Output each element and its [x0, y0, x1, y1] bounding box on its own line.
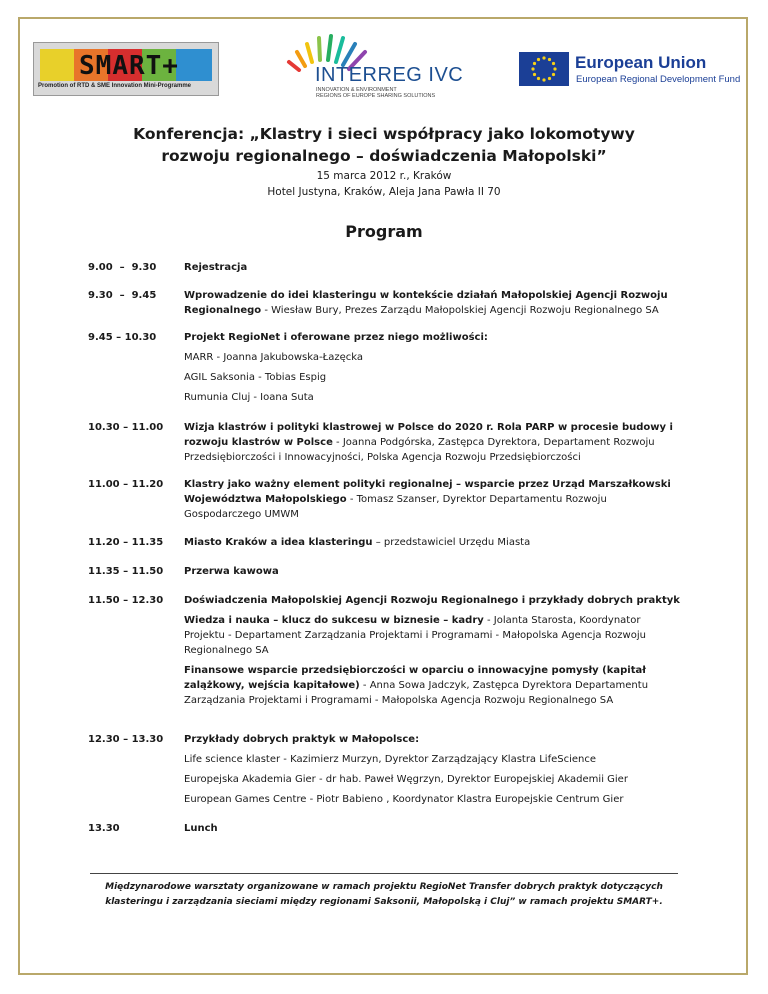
eu-flag-icon [519, 52, 569, 86]
interreg-subtitle: INNOVATION & ENVIRONMENT REGIONS OF EUROPE SHARING SOLUTIONS [316, 87, 436, 99]
agenda-speaker: European Games Centre - Piotr Babieno , Koordynator Klastra Europejskie Centrum Gier [184, 794, 624, 805]
agenda-time: 13.30 [88, 823, 120, 834]
conference-date: 15 marca 2012 r., Kraków [316, 170, 452, 182]
agenda-time: 9.45 – 10.30 [88, 332, 157, 343]
agenda-description: Wizja klastrów i polityki klastrowej w Polsce do 2020 r. Rola PARP w procesie budowy i rozwoju klastrów w Polsce - Joanna Podgórska, Zastępca Dyrektora, Departament Rozwoju Przedsiębiorczości i Innowacyjności, Polska Agencja Rozwoju Przedsiębiorczości [184, 422, 673, 463]
smart-logo-word: SMART+ [79, 51, 179, 81]
agenda-description: Przykłady dobrych praktyk w Małopolsce: Life science klaster - Kazimierz Murzyn, Dyrektor Zarządzający Klastra LifeScience Europejska Akademia Gier - dr hab. Paweł Węgrzyn, Dyrektor Europejskiej Akademii Gier European Games Centre - Piotr Babieno , Koordynator Klastra Europejskie Centrum Gier [184, 732, 684, 807]
eu-logo [519, 52, 741, 88]
agenda-time: 11.20 – 11.35 [88, 537, 164, 548]
eu-logo-title: European Union [575, 53, 707, 72]
footer-divider [90, 873, 678, 874]
agenda-description: Klastry jako ważny element polityki regionalnej – wsparcie przez Urząd Marszałkowski Województwa Małopolskiego - Tomasz Szanser, Dyrektor Departamentu Rozwoju Gospodarczego UMWM [184, 479, 671, 520]
conference-venue: Hotel Justyna, Kraków, Aleja Jana Pawła II 70 [267, 186, 501, 198]
agenda-speaker: AGIL Saksonia - Tobias Espig [184, 372, 327, 383]
agenda-description: Rejestracja [184, 262, 248, 273]
agenda-subtopic: Wiedza i nauka – klucz do sukcesu w biznesie – kadry - Jolanta Starosta, Koordynator Projektu - Departament Zarządzania Projektami i Programami - Małopolska Agencja Rozwoju Regionalnego SA [184, 615, 646, 656]
smart-logo-tagline: Promotion of RTD & SME Innovation Mini-Programme [38, 83, 191, 89]
agenda-description: Przerwa kawowa [184, 566, 279, 577]
agenda-speaker: Europejska Akademia Gier - dr hab. Paweł Węgrzyn, Dyrektor Europejskiej Akademii Gier [184, 774, 628, 785]
agenda-speaker: Life science klaster - Kazimierz Murzyn, Dyrektor Zarządzający Klastra LifeScience [184, 754, 597, 765]
eu-logo-subtitle: European Regional Development Fund [576, 74, 741, 85]
agenda-time: 11.50 – 12.30 [88, 595, 164, 606]
agenda-time: 9.30 – 9.45 [88, 290, 157, 301]
agenda-time: 11.00 – 11.20 [88, 479, 164, 490]
agenda-time: 9.00 – 9.30 [88, 262, 157, 273]
agenda-description: Wprowadzenie do idei klasteringu w kontekście działań Małopolskiej Agencji Rozwoju Regionalnego - Wiesław Bury, Prezes Zarządu Małopolskiej Agencji Rozwoju Regionalnego SA [184, 290, 668, 316]
agenda-speaker: MARR - Joanna Jakubowska-Łazęcka [184, 352, 364, 363]
interreg-logo [285, 32, 490, 100]
agenda-time: 10.30 – 11.00 [88, 422, 164, 433]
program-heading: Program [345, 222, 423, 241]
agenda-description: Lunch [184, 823, 218, 834]
agenda-speaker: Rumunia Cluj - Ioana Suta [184, 392, 314, 403]
conference-title: Konferencja: „Klastry i sieci współpracy jako lokomotywy rozwoju regionalnego – doświadczenia Małopolski” [133, 125, 635, 165]
agenda-description: Miasto Kraków a idea klasteringu – przedstawiciel Urzędu Miasta [184, 537, 531, 548]
smart-color-bar [40, 49, 212, 81]
agenda-subtopic: Finansowe wsparcie przedsiębiorczości w oparciu o innowacyjne pomysły (kapitał zalążkowy, wejścia kapitałowe) - Anna Sowa Jadczyk, Zastępca Dyrektora Departamentu Zarządzania Projektami i Programami - Małopolska Agencja Rozwoju Regionalnego SA [184, 665, 649, 706]
smart-plus-logo [33, 42, 219, 96]
interreg-wordmark: INTERREG IVC [315, 64, 464, 86]
footer-note: Międzynarodowe warsztaty organizowane w ramach projektu RegioNet Transfer dobrych praktyk dotyczących klasteringu i zarządzania sieciami między regionami Saksonii, Małopolską i Cluj” w ramach projektu SMART+. [105, 882, 663, 907]
agenda-time: 12.30 – 13.30 [88, 734, 164, 745]
agenda-description: Projekt RegioNet i oferowane przez niego możliwości: MARR - Joanna Jakubowska-Łazęcka AGIL Saksonia - Tobias Espig Rumunia Cluj - Ioana Suta [184, 330, 684, 405]
agenda-description: Doświadczenia Małopolskiej Agencji Rozwoju Regionalnego i przykłady dobrych praktyk Wiedza i nauka – klucz do sukcesu w biznesie – kadry - Jolanta Starosta, Koordynator Projektu - Departament Zarządzania Projektami i Programami - Małopolska Agencja Rozwoju Regionalnego SA Finansowe wsparcie przedsiębiorczości w oparciu o innowacyjne pomysły (kapitał zalążkowy, wejścia kapitałowe) - Anna Sowa Jadczyk, Zastępca Dyrektora Departamentu Zarządzania Projektami i Programami - Małopolska Agencja Rozwoju Regionalnego SA [184, 595, 680, 706]
agenda-time: 11.35 – 11.50 [88, 566, 164, 577]
